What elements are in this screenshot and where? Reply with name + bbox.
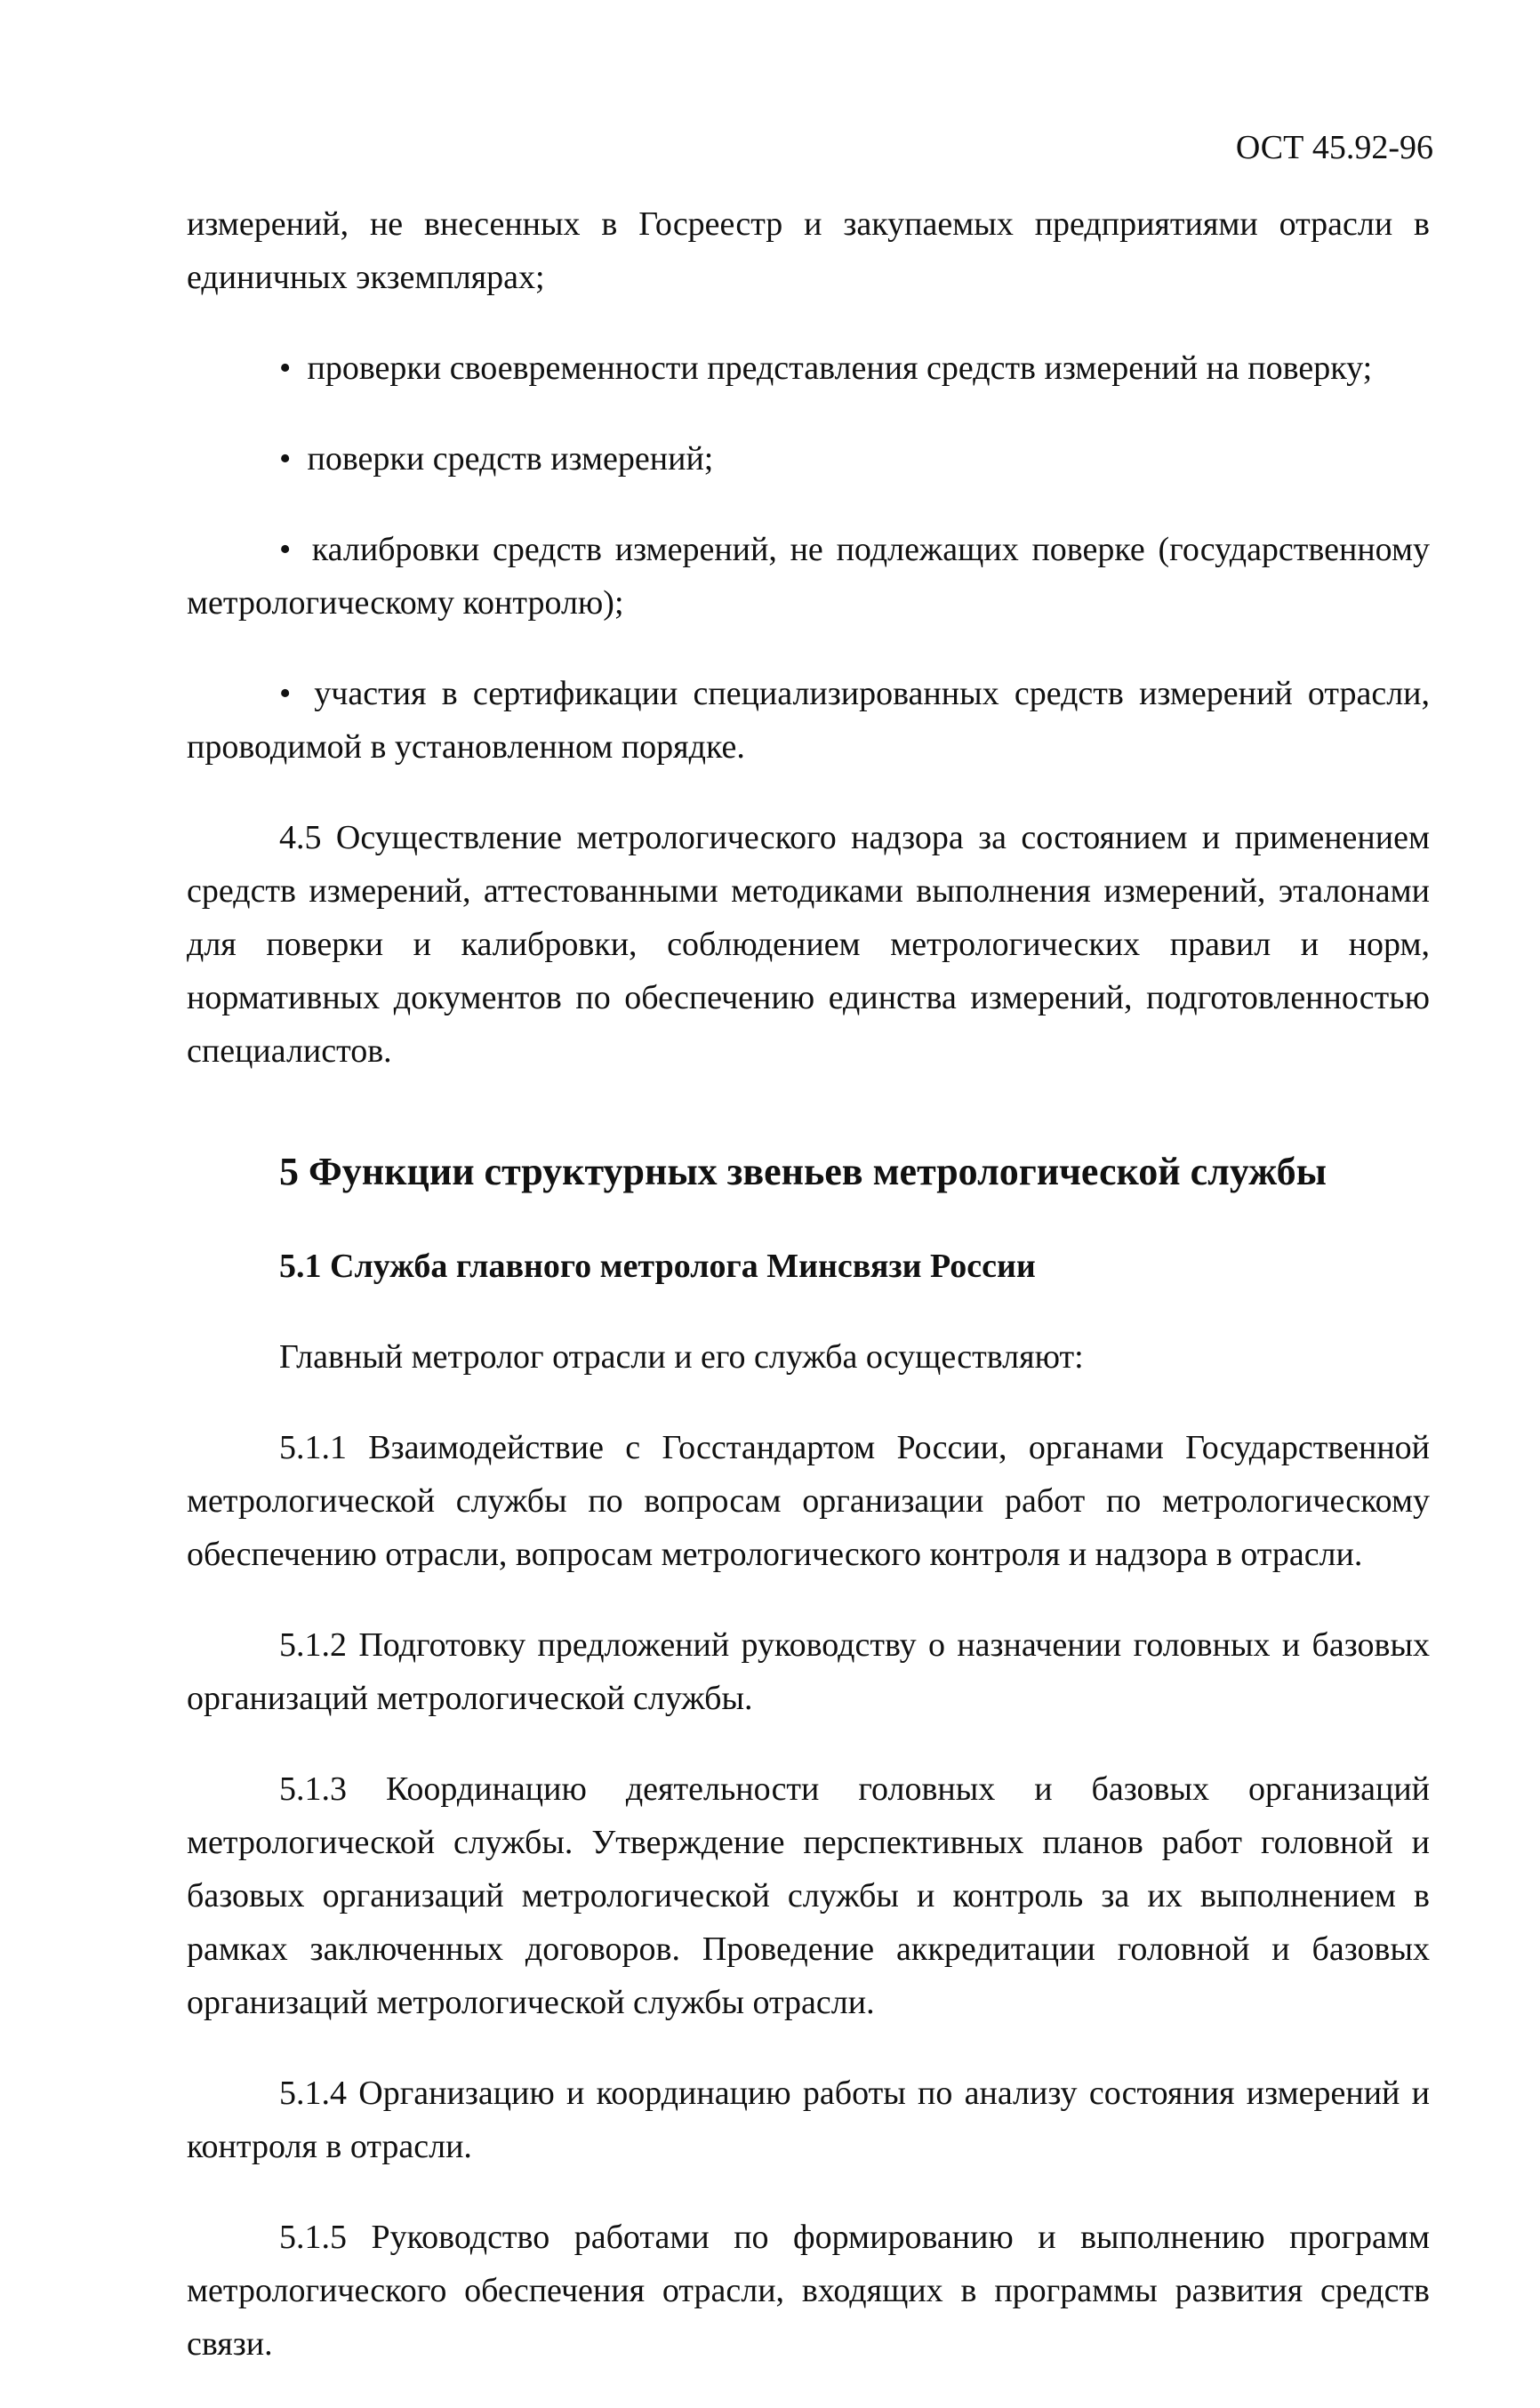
bullet-text: поверки средств измерений;: [307, 440, 714, 478]
bullet-item: [187, 341, 1430, 395]
clause-5-1-2: 5.1.2 Подготовку предложений руководству о назначении головных и базовых организаций метрологической службы.: [187, 1626, 1430, 1717]
bullet-item: [187, 667, 1430, 774]
clause-5-1-5: 5.1.5 Руководство работами по формированию и выполнению программ метрологического обеспечения отрасли, входящих в программы развития средств связи.: [187, 2219, 1430, 2363]
bullet-text: калибровки средств измерений, не подлежащих поверке (государственному метрологическому контролю);: [187, 531, 1430, 622]
bullet-marker: •: [279, 531, 292, 568]
intro-paragraph: Главный метролог отрасли и его служба осуществляют:: [279, 1338, 1084, 1376]
bullet-item: [187, 432, 1430, 486]
bullet-marker: •: [279, 675, 292, 712]
bullet-marker: •: [279, 440, 292, 478]
document-code: ОСТ 45.92-96: [1235, 129, 1433, 166]
bullet-item: [187, 523, 1430, 630]
paragraph-4-5: 4.5 Осуществление метрологического надзора за состоянием и применением средств измерений, аттестованными методиками выполнения измерений, эталонами для поверки и калибровки, соблюдением метрологических правил и норм, нормативных документов по обеспечению единства измерений, подготовленностью специалистов.: [187, 819, 1430, 1070]
bullet-text: проверки своевременности представления средств измерений на поверку;: [307, 349, 1373, 387]
bullet-text: участия в сертификации специализированных средств измерений отрасли, проводимой в установленном порядке.: [187, 675, 1431, 766]
subsection-5-1-heading: 5.1 Служба главного метролога Минсвязи России: [279, 1248, 1036, 1285]
section-5-heading: 5 Функции структурных звеньев метрологической службы: [279, 1150, 1327, 1193]
continuation-paragraph: измерений, не внесенных в Госреестр и закупаемых предприятиями отрасли в единичных экземплярах;: [187, 205, 1430, 296]
document-body: [187, 197, 1430, 2408]
clause-5-1-1: 5.1.1 Взаимодействие с Госстандартом России, органами Государственной метрологической службы по вопросам организации работ по метрологическому обеспечению отрасли, вопросам метрологического контроля и надзора в отрасли.: [187, 1429, 1430, 1573]
bullet-marker: •: [279, 349, 292, 387]
clause-5-1-3: 5.1.3 Координацию деятельности головных и базовых организаций метрологической службы. Утверждение перспективных планов работ головной и базовых организаций метрологической службы и контроль за их выполнением в рамках заключенных договоров. Проведение аккредитации головной и базовых организаций метрологической службы отрасли.: [187, 1770, 1430, 2021]
clause-5-1-4: 5.1.4 Организацию и координацию работы по анализу состояния измерений и контроля в отрасли.: [187, 2075, 1430, 2165]
